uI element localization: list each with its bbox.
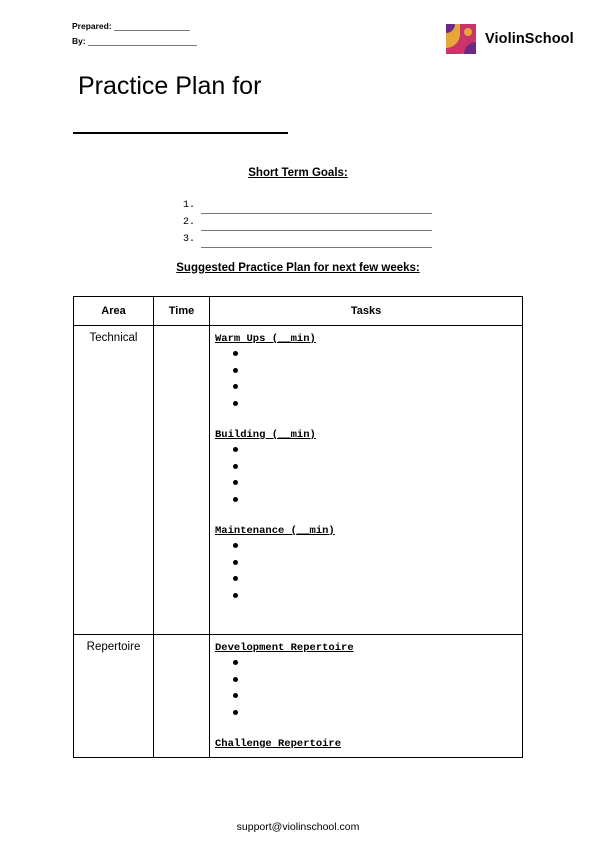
bullet-item bbox=[215, 363, 522, 380]
violinschool-logo-icon bbox=[446, 24, 476, 54]
column-header-time: Time bbox=[154, 297, 210, 326]
column-header-area: Area bbox=[74, 297, 154, 326]
by-label: By: bbox=[72, 36, 86, 46]
time-cell bbox=[154, 635, 210, 758]
logo-text: ViolinSchool bbox=[485, 31, 574, 47]
prepared-label: Prepared: bbox=[72, 21, 112, 31]
bullet-item bbox=[215, 588, 522, 605]
by-blank: _______________________ bbox=[88, 36, 197, 46]
bullet-item bbox=[215, 442, 522, 459]
prepared-field bbox=[72, 21, 190, 31]
brand-logo bbox=[446, 24, 574, 54]
goal-blank bbox=[201, 237, 432, 248]
tasks-cell bbox=[210, 326, 523, 635]
goal-number: 3. bbox=[183, 234, 196, 245]
bullet-item bbox=[215, 705, 522, 722]
table-header-row bbox=[74, 297, 523, 326]
by-field bbox=[72, 36, 197, 46]
prepared-blank: ________________ bbox=[114, 21, 190, 31]
goal-blank bbox=[201, 203, 432, 214]
title-blank-line bbox=[73, 132, 288, 134]
section-title: Maintenance (__min) bbox=[215, 525, 335, 537]
area-cell: Technical bbox=[74, 326, 154, 635]
support-email[interactable]: support@violinschool.com bbox=[236, 821, 360, 833]
table-row bbox=[74, 326, 523, 635]
bullet-item bbox=[215, 672, 522, 689]
goal-blank bbox=[201, 220, 432, 231]
goal-item bbox=[183, 214, 432, 231]
bullet-item bbox=[215, 655, 522, 672]
bullet-item bbox=[215, 459, 522, 476]
goal-number: 2. bbox=[183, 217, 196, 228]
bullet-item bbox=[215, 571, 522, 588]
bullet-item bbox=[215, 492, 522, 509]
bullet-item bbox=[215, 688, 522, 705]
goal-item bbox=[183, 197, 432, 214]
practice-plan-heading: Suggested Practice Plan for next few weeks: bbox=[176, 262, 420, 274]
bullet-item bbox=[215, 475, 522, 492]
area-cell: Repertoire bbox=[74, 635, 154, 758]
goals-list bbox=[183, 197, 432, 248]
goal-item bbox=[183, 231, 432, 248]
practice-plan-table bbox=[73, 296, 523, 758]
section-title: Challenge Repertoire bbox=[215, 738, 342, 750]
page-title: Practice Plan for bbox=[78, 72, 262, 100]
bullet-item bbox=[215, 396, 522, 413]
tasks-cell bbox=[210, 635, 523, 758]
section-title: Development Repertoire bbox=[215, 642, 354, 654]
bullet-item bbox=[215, 346, 522, 363]
bullet-item bbox=[215, 538, 522, 555]
time-cell bbox=[154, 326, 210, 635]
goal-number: 1. bbox=[183, 200, 196, 211]
bullet-item bbox=[215, 379, 522, 396]
column-header-tasks: Tasks bbox=[210, 297, 523, 326]
section-title: Building (__min) bbox=[215, 429, 316, 441]
short-term-goals-heading: Short Term Goals: bbox=[248, 167, 348, 179]
section-title: Warm Ups (__min) bbox=[215, 333, 316, 345]
table-row bbox=[74, 635, 523, 758]
bullet-item bbox=[215, 555, 522, 572]
